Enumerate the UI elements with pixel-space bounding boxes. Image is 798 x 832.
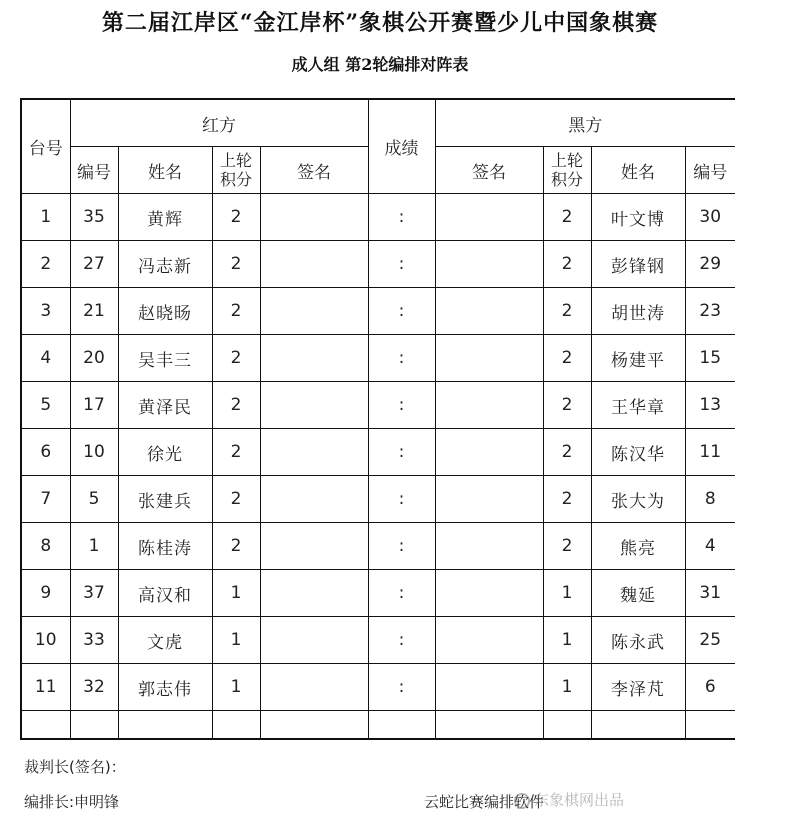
red-number-cell: 32 bbox=[70, 664, 118, 711]
table-row bbox=[21, 617, 735, 664]
red-name-cell bbox=[118, 711, 212, 741]
black-signature-cell bbox=[435, 335, 543, 382]
red-number-cell bbox=[70, 711, 118, 741]
board-number-cell: 7 bbox=[21, 476, 70, 523]
black-prev-points-cell: 1 bbox=[543, 664, 591, 711]
black-number-cell: 31 bbox=[685, 570, 735, 617]
black-signature-cell bbox=[435, 711, 543, 741]
arranger-label: 编排长:申明锋 bbox=[24, 793, 120, 811]
red-signature-cell bbox=[260, 523, 368, 570]
table-row bbox=[21, 241, 735, 288]
red-prev-points-cell: 2 bbox=[212, 523, 260, 570]
black-number-cell: 6 bbox=[685, 664, 735, 711]
table-row bbox=[21, 476, 735, 523]
red-prev-points-cell: 1 bbox=[212, 664, 260, 711]
black-prev-points-cell: 2 bbox=[543, 382, 591, 429]
watermark-logo-icon bbox=[514, 793, 530, 809]
black-signature-cell bbox=[435, 241, 543, 288]
black-name-cell: 彭锋钢 bbox=[591, 241, 685, 288]
result-cell bbox=[368, 711, 435, 741]
pairings-table bbox=[20, 98, 735, 740]
black-prev-points-cell: 2 bbox=[543, 476, 591, 523]
black-prev-points-cell: 2 bbox=[543, 523, 591, 570]
black-prev-points-cell: 2 bbox=[543, 429, 591, 476]
black-number-cell: 23 bbox=[685, 288, 735, 335]
red-prev-points-cell: 2 bbox=[212, 476, 260, 523]
red-prev-points-cell: 1 bbox=[212, 570, 260, 617]
black-signature-cell bbox=[435, 288, 543, 335]
chief-referee-signature-label: 裁判长(签名)： bbox=[24, 758, 126, 776]
black-name-cell: 王华章 bbox=[591, 382, 685, 429]
header-red-number: 编号 bbox=[70, 147, 118, 194]
red-name-cell: 陈桂涛 bbox=[118, 523, 212, 570]
red-number-cell: 5 bbox=[70, 476, 118, 523]
black-prev-points-cell bbox=[543, 711, 591, 741]
black-number-cell: 8 bbox=[685, 476, 735, 523]
black-name-cell: 熊亮 bbox=[591, 523, 685, 570]
black-signature-cell bbox=[435, 476, 543, 523]
red-prev-points-cell: 2 bbox=[212, 288, 260, 335]
document-subtitle: 成人组 第2轮编排对阵表 bbox=[291, 55, 469, 74]
red-signature-cell bbox=[260, 241, 368, 288]
red-signature-cell bbox=[260, 664, 368, 711]
header-black-name: 姓名 bbox=[591, 147, 685, 194]
red-signature-cell bbox=[260, 476, 368, 523]
red-name-cell: 高汉和 bbox=[118, 570, 212, 617]
result-cell: : bbox=[368, 335, 435, 382]
table-row bbox=[21, 194, 735, 241]
black-signature-cell bbox=[435, 523, 543, 570]
result-cell: : bbox=[368, 429, 435, 476]
header-red-prev-points-line1: 上轮 bbox=[219, 151, 252, 170]
header-result: 成绩 bbox=[368, 99, 435, 194]
board-number-cell: 9 bbox=[21, 570, 70, 617]
header-black-side: 黑方 bbox=[435, 99, 735, 147]
table-row bbox=[21, 382, 735, 429]
red-prev-points-cell bbox=[212, 711, 260, 741]
black-number-cell: 4 bbox=[685, 523, 735, 570]
table-row bbox=[21, 570, 735, 617]
black-number-cell: 11 bbox=[685, 429, 735, 476]
red-number-cell: 10 bbox=[70, 429, 118, 476]
result-cell: : bbox=[368, 194, 435, 241]
black-prev-points-cell: 2 bbox=[543, 241, 591, 288]
black-number-cell: 25 bbox=[685, 617, 735, 664]
result-cell: : bbox=[368, 617, 435, 664]
red-name-cell: 黄泽民 bbox=[118, 382, 212, 429]
black-prev-points-cell: 1 bbox=[543, 617, 591, 664]
red-number-cell: 27 bbox=[70, 241, 118, 288]
red-signature-cell bbox=[260, 194, 368, 241]
red-signature-cell bbox=[260, 288, 368, 335]
black-signature-cell bbox=[435, 664, 543, 711]
black-name-cell: 胡世涛 bbox=[591, 288, 685, 335]
table-row bbox=[21, 335, 735, 382]
red-name-cell: 黄辉 bbox=[118, 194, 212, 241]
red-prev-points-cell: 2 bbox=[212, 382, 260, 429]
header-red-side: 红方 bbox=[70, 99, 368, 147]
red-signature-cell bbox=[260, 335, 368, 382]
black-name-cell: 陈汉华 bbox=[591, 429, 685, 476]
board-number-cell: 8 bbox=[21, 523, 70, 570]
black-number-cell: 30 bbox=[685, 194, 735, 241]
header-black-prev-points-line1: 上轮 bbox=[550, 151, 583, 170]
board-number-cell: 4 bbox=[21, 335, 70, 382]
red-signature-cell bbox=[260, 617, 368, 664]
black-name-cell bbox=[591, 711, 685, 741]
red-prev-points-cell: 2 bbox=[212, 429, 260, 476]
table-row bbox=[21, 288, 735, 335]
red-signature-cell bbox=[260, 570, 368, 617]
table-row bbox=[21, 664, 735, 711]
result-cell: : bbox=[368, 664, 435, 711]
red-prev-points-cell: 2 bbox=[212, 335, 260, 382]
red-number-cell: 33 bbox=[70, 617, 118, 664]
pairings-table-container bbox=[20, 98, 735, 740]
table-row bbox=[21, 523, 735, 570]
pairings-body bbox=[21, 194, 735, 741]
board-number-cell bbox=[21, 711, 70, 741]
result-cell: : bbox=[368, 523, 435, 570]
black-signature-cell bbox=[435, 382, 543, 429]
black-name-cell: 杨建平 bbox=[591, 335, 685, 382]
red-prev-points-cell: 1 bbox=[212, 617, 260, 664]
black-signature-cell bbox=[435, 194, 543, 241]
black-name-cell: 陈永武 bbox=[591, 617, 685, 664]
result-cell: : bbox=[368, 382, 435, 429]
table-row-partial bbox=[21, 711, 735, 741]
header-red-signature: 签名 bbox=[260, 147, 368, 194]
document-title: 第二届江岸区“金江岸杯”象棋公开赛暨少儿中国象棋赛 bbox=[101, 10, 659, 36]
red-name-cell: 徐光 bbox=[118, 429, 212, 476]
header-red-prev-points-line2: 积分 bbox=[219, 170, 252, 189]
black-number-cell: 29 bbox=[685, 241, 735, 288]
red-name-cell: 吴丰三 bbox=[118, 335, 212, 382]
black-signature-cell bbox=[435, 617, 543, 664]
red-number-cell: 20 bbox=[70, 335, 118, 382]
black-signature-cell bbox=[435, 570, 543, 617]
table-row bbox=[21, 429, 735, 476]
red-number-cell: 1 bbox=[70, 523, 118, 570]
black-number-cell: 15 bbox=[685, 335, 735, 382]
black-signature-cell bbox=[435, 429, 543, 476]
red-number-cell: 37 bbox=[70, 570, 118, 617]
header-black-number: 编号 bbox=[685, 147, 735, 194]
board-number-cell: 2 bbox=[21, 241, 70, 288]
red-name-cell: 张建兵 bbox=[118, 476, 212, 523]
board-number-cell: 3 bbox=[21, 288, 70, 335]
header-red-prev-points bbox=[212, 147, 260, 194]
red-signature-cell bbox=[260, 429, 368, 476]
board-number-cell: 6 bbox=[21, 429, 70, 476]
black-name-cell: 张大为 bbox=[591, 476, 685, 523]
header-black-signature: 签名 bbox=[435, 147, 543, 194]
red-number-cell: 17 bbox=[70, 382, 118, 429]
header-red-name: 姓名 bbox=[118, 147, 212, 194]
board-number-cell: 1 bbox=[21, 194, 70, 241]
header-black-prev-points bbox=[543, 147, 591, 194]
black-number-cell: 13 bbox=[685, 382, 735, 429]
software-credit: 云蛇比赛编排软件 bbox=[424, 793, 545, 811]
result-cell: : bbox=[368, 241, 435, 288]
header-black-prev-points-line2: 积分 bbox=[550, 170, 583, 189]
black-prev-points-cell: 2 bbox=[543, 288, 591, 335]
red-name-cell: 文虎 bbox=[118, 617, 212, 664]
black-prev-points-cell: 2 bbox=[543, 194, 591, 241]
result-cell: : bbox=[368, 570, 435, 617]
black-name-cell: 叶文博 bbox=[591, 194, 685, 241]
red-signature-cell bbox=[260, 711, 368, 741]
red-name-cell: 赵晓旸 bbox=[118, 288, 212, 335]
board-number-cell: 10 bbox=[21, 617, 70, 664]
black-name-cell: 李泽芃 bbox=[591, 664, 685, 711]
red-name-cell: 郭志伟 bbox=[118, 664, 212, 711]
red-name-cell: 冯志新 bbox=[118, 241, 212, 288]
watermark bbox=[514, 789, 734, 815]
black-number-cell bbox=[685, 711, 735, 741]
board-number-cell: 11 bbox=[21, 664, 70, 711]
board-number-cell: 5 bbox=[21, 382, 70, 429]
black-prev-points-cell: 2 bbox=[543, 335, 591, 382]
red-number-cell: 35 bbox=[70, 194, 118, 241]
red-prev-points-cell: 2 bbox=[212, 194, 260, 241]
watermark-text: 东象棋网出品 bbox=[534, 791, 625, 809]
header-board: 台号 bbox=[21, 99, 70, 194]
black-prev-points-cell: 1 bbox=[543, 570, 591, 617]
red-prev-points-cell: 2 bbox=[212, 241, 260, 288]
result-cell: : bbox=[368, 476, 435, 523]
red-number-cell: 21 bbox=[70, 288, 118, 335]
red-signature-cell bbox=[260, 382, 368, 429]
black-name-cell: 魏延 bbox=[591, 570, 685, 617]
result-cell: : bbox=[368, 288, 435, 335]
